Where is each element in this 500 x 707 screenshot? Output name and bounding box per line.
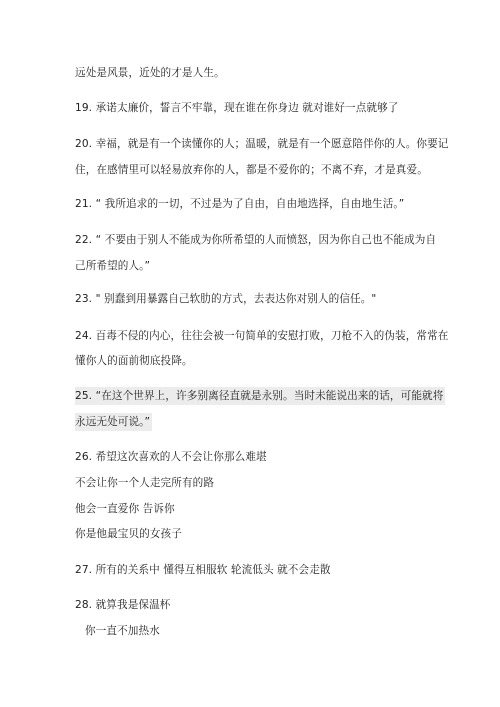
quote-19: 19. 承诺太廉价，誓言不牢靠，现在谁在你身边 就对谁好一点就够了	[75, 102, 399, 114]
quote-23: 23. " 别蠢到用暴露自己软肋的方式，去表达你对别人的信任。"	[75, 293, 377, 305]
quote-20-cont: 住，在感情里可以轻易放弃你的人，都是不爱你的；不离不弃，才是真爱。	[75, 164, 428, 176]
quote-20: 20. 幸福，就是有一个读懂你的人；温暖，就是有一个愿意陪伴你的人。你要记	[75, 138, 449, 150]
quote-28: 28. 就算我是保温杯	[75, 599, 171, 611]
quote-26-line3: 他会一直爱你 告诉你	[75, 503, 175, 515]
quote-22: 22. “ 不要由于别人不能成为你所希望的人而愤怒，因为你自己也不能成为自	[75, 234, 437, 246]
quote-24-cont: 懂你人的面前彻底投降。	[75, 355, 193, 367]
quote-25: 25. “在这个世界上，许多别离径直就是永别。当时未能说出来的话，可能就将	[75, 387, 445, 405]
quote-28-line2: 你一直不加热水	[85, 625, 160, 637]
text-line: 远处是风景，近处的才是人生。	[75, 67, 225, 79]
quote-24: 24. 百毒不侵的内心，往往会被一句简单的安慰打败，刀枪不入的伪装，常常在	[75, 330, 449, 342]
quote-25-cont: 永远无处可说。”	[75, 413, 152, 431]
quote-26-line2: 不会让你一个人走完所有的路	[75, 477, 215, 489]
quote-26-line4: 你是他最宝贝的女孩子	[75, 528, 182, 540]
quote-22-cont: 己所希望的人。”	[75, 260, 151, 272]
quote-27: 27. 所有的关系中 懂得互相服软 轮流低头 就不会走散	[75, 564, 331, 576]
quote-21: 21. “ 我所追求的一切，不过是为了自由，自由地选择，自由地生活。”	[75, 198, 405, 210]
quote-26: 26. 希望这次喜欢的人不会让你那么难堪	[75, 451, 267, 463]
